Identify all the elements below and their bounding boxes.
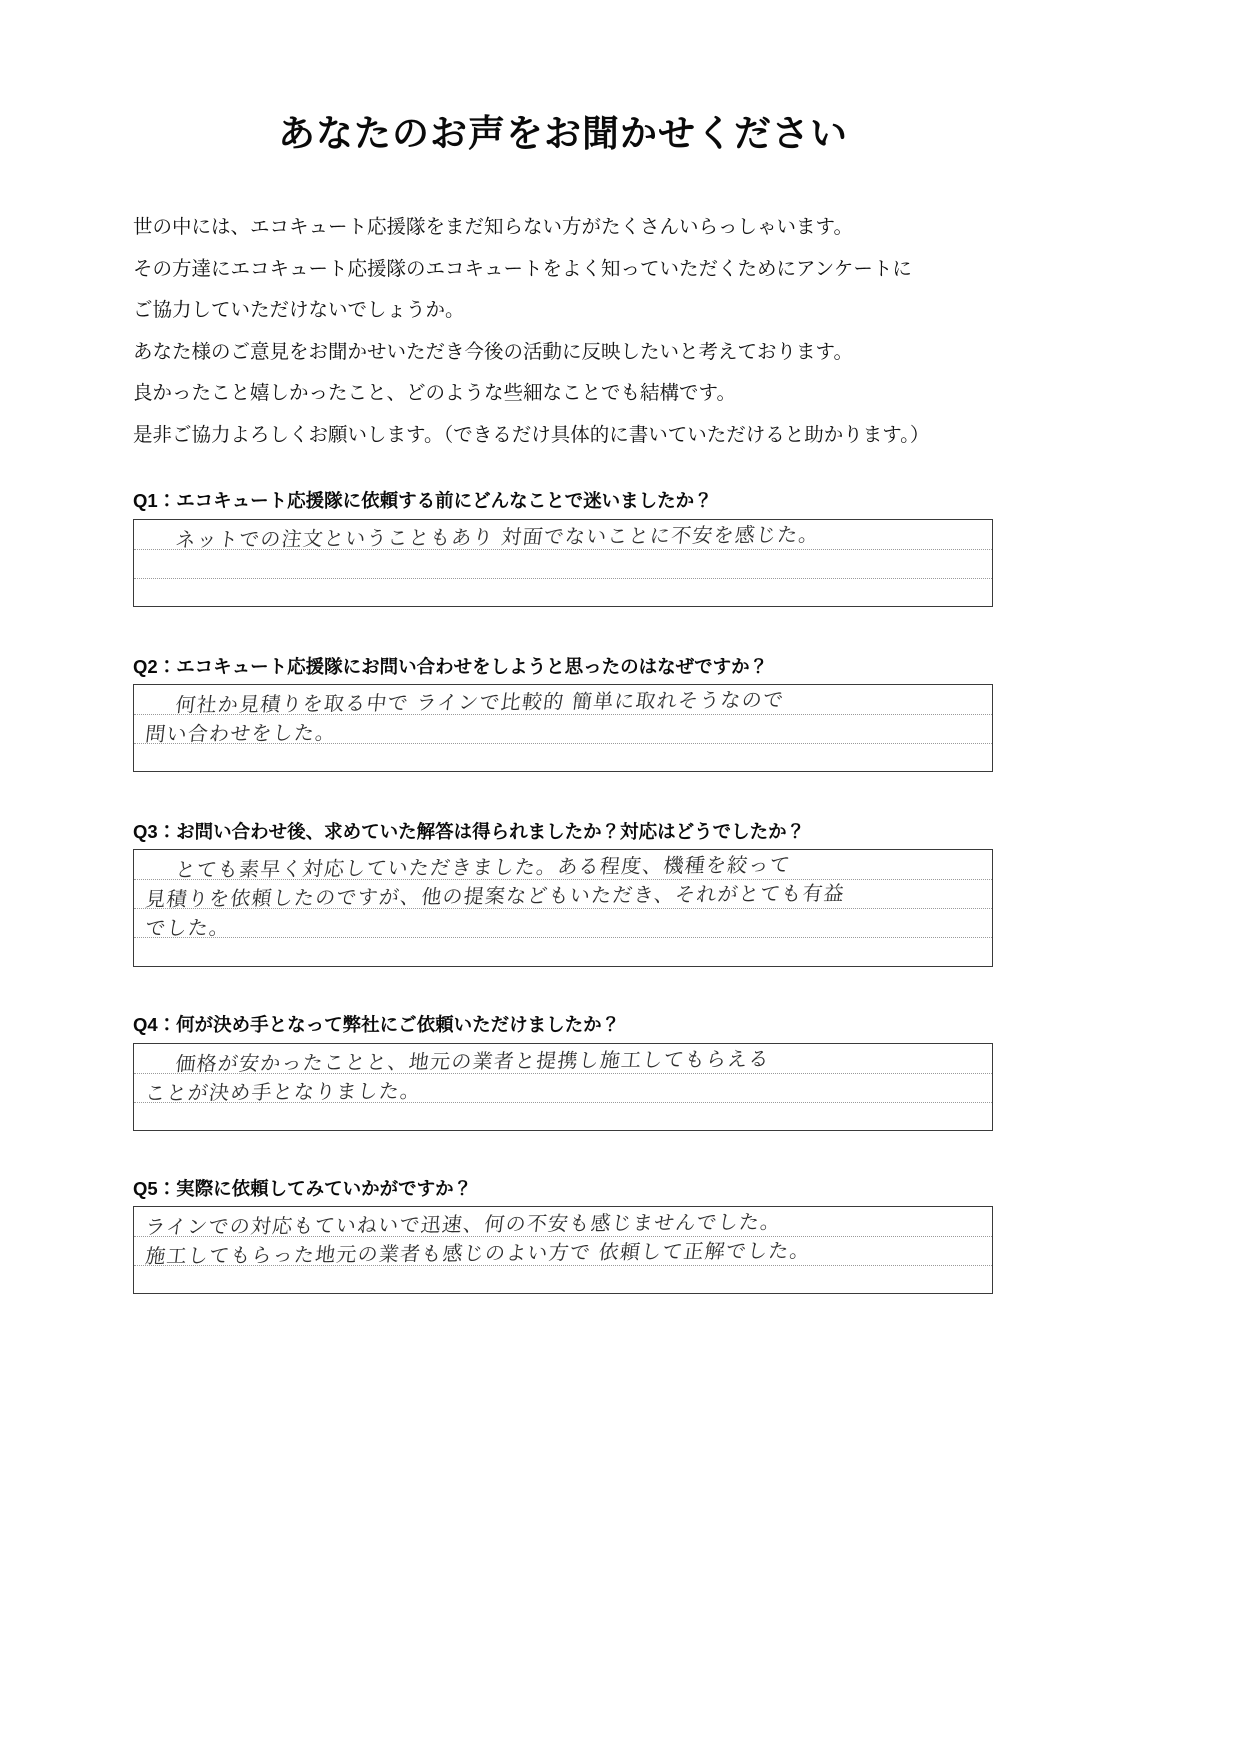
question-heading-q1: Q1：エコキュート応援隊に依頼する前にどんなことで迷いましたか？ [133,490,713,512]
question-heading-q4: Q4：何が決め手となって弊社にご依頼いただけましたか？ [133,1014,621,1036]
question-heading-q5: Q5：実際に依頼してみていかがですか？ [133,1177,473,1199]
handwritten-answer-line: ことが決め手となりました。 [144,1078,423,1105]
question-heading-q2: Q2：エコキュート応援隊にお問い合わせをしようと思ったのはなぜですか？ [133,655,769,677]
answer-box-q5[interactable] [133,1206,993,1294]
handwritten-answer-line: ラインでの対応もていねいで迅速、何の不安も感じませんでした。 [144,1209,783,1240]
answer-box-q2[interactable] [133,684,993,772]
question-block-q2 [133,657,993,772]
intro-line: あなた様のご意見をお聞かせいただき今後の活動に反映したいと考えております。 [133,340,853,363]
intro-line: その方達にエコキュート応援隊のエコキュートをよく知っていただくためにアンケートに [133,257,912,280]
question-block-q1 [133,491,993,606]
handwritten-answer-line: でした。 [144,915,232,941]
handwritten-answer-line: 問い合わせをした。 [144,720,338,747]
answer-box-q1[interactable] [133,519,993,607]
handwritten-answer-line: 施工してもらった地元の業者も感じのよい方で 依頼して正解でした。 [144,1238,813,1269]
question-heading-q3: Q3：お問い合わせ後、求めていた解答は得られましたか？対応はどうでしたか？ [133,821,806,843]
survey-sheet [133,0,993,1294]
rule-line [134,578,992,579]
question-block-q4 [133,1015,993,1130]
handwritten-answer-line: とても素早く対応していただきました。ある程度、機種を絞って [174,852,793,883]
question-block-q3 [133,822,993,967]
page-title: あなたのお声をお聞かせください [278,113,848,154]
intro-paragraph [133,218,993,445]
handwritten-answer-line: 何社か見積りを取る中で ラインで比較的 簡単に取れそうなので [174,687,786,717]
intro-line: ご協力していただけないでしょうか。 [133,299,465,322]
handwritten-answer-line: 見積りを依頼したのですが、他の提案などもいただき、それがとても有益 [144,881,847,912]
intro-line: 良かったこと嬉しかったこと、どのような些細なことでも結構です。 [133,382,736,405]
intro-line: 世の中には、エコキュート応援隊をまだ知らない方がたくさんいらっしゃいます。 [133,216,853,239]
intro-line: 是非ご協力よろしくお願いします。（できるだけ具体的に書いていただけると助かります。） [133,423,930,446]
handwritten-answer-line: ネットでの注文ということもあり 対面でないことに不安を感じた。 [174,521,822,552]
answer-box-q4[interactable] [133,1043,993,1131]
handwritten-answer-line: 価格が安かったことと、地元の業者と提携し施工してもらえる [174,1046,772,1076]
question-block-q5 [133,1179,993,1294]
answer-box-q3[interactable] [133,849,993,967]
